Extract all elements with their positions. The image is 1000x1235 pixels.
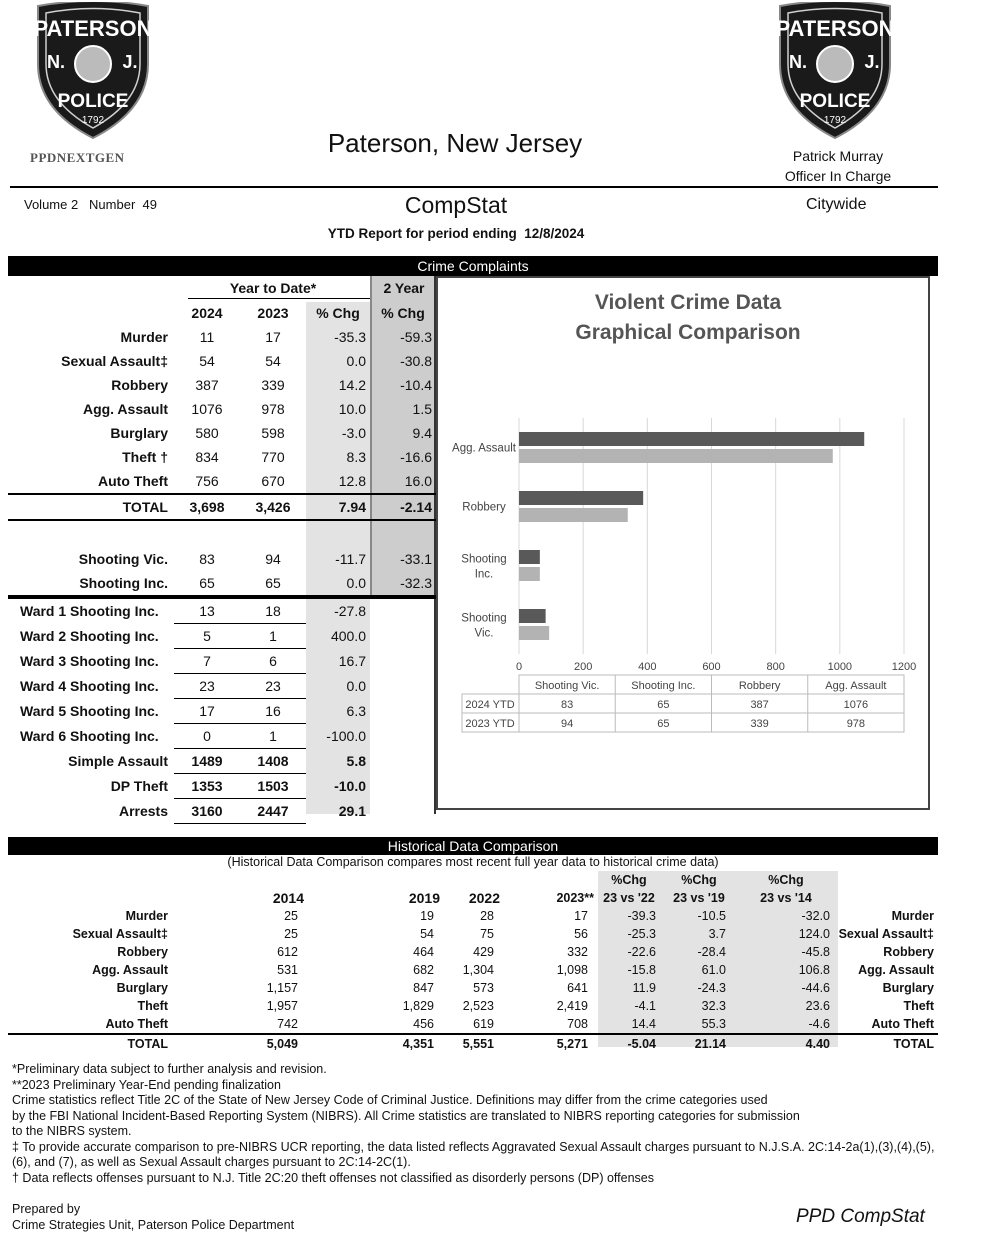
x-tick-label: 600 xyxy=(702,661,721,673)
historical-row xyxy=(8,997,938,1015)
value-pct-chg: 10.0 xyxy=(338,401,366,417)
col-23-vs-22: 23 vs '22 xyxy=(603,891,655,905)
historical-value-v2022: 429 xyxy=(473,945,494,959)
data-table-value: 94 xyxy=(561,718,574,730)
nextgen-logo: PPDNEXTGEN xyxy=(30,150,125,165)
value-2yr-pct-chg: -32.3 xyxy=(400,575,432,591)
historical-value-v2022: 28 xyxy=(480,909,494,923)
value-pct-chg: 14.2 xyxy=(338,377,366,393)
historical-pct-c14: -32.0 xyxy=(801,909,830,923)
value-2yr-pct-chg: -30.8 xyxy=(400,353,432,369)
value-2yr-pct-chg: -10.4 xyxy=(400,377,432,393)
footnote-2: **2023 Preliminary Year-End pending finalization xyxy=(12,1077,281,1092)
value-2024: 387 xyxy=(195,377,219,393)
value-2yr-pct-chg xyxy=(370,649,436,674)
historical-row-label-right: Burglary xyxy=(882,981,934,995)
value-2024: 1489 xyxy=(174,749,240,774)
row-label: DP Theft xyxy=(110,778,168,794)
historical-pct-c22: -15.8 xyxy=(627,963,656,977)
historical-value-v2022: 1,304 xyxy=(462,963,494,977)
ward-row xyxy=(8,799,436,824)
historical-total-row xyxy=(8,1034,938,1053)
historical-value-v2023: 17 xyxy=(574,909,588,923)
historical-pct-c22: 14.4 xyxy=(631,1017,656,1031)
value-2yr-pct-chg xyxy=(370,597,436,624)
historical-pct-c22: -25.3 xyxy=(627,927,656,941)
historical-pct-c22: -22.6 xyxy=(627,945,656,959)
historical-row-label: Sexual Assault‡ xyxy=(72,927,168,941)
svg-text:PATERSON: PATERSON xyxy=(776,16,894,41)
bar-2023-ytd xyxy=(519,567,540,581)
ward-row xyxy=(8,699,436,724)
historical-value-v2014: 25 xyxy=(284,927,298,941)
value-2yr-pct-chg: 1.5 xyxy=(412,401,432,417)
category-axis-label: Shooting Vic. xyxy=(461,612,507,640)
historical-value-v2022: 75 xyxy=(480,927,494,941)
value-pct-chg: -11.7 xyxy=(335,551,366,567)
value-pct-chg: 6.3 xyxy=(346,703,366,719)
footnote-3: Crime statistics reflect Title 2C of the State of New Jersey Code of Criminal Justice. Definitions may differ from the crime categories used xyxy=(12,1093,768,1107)
data-table-value: 387 xyxy=(750,699,769,711)
historical-pct-c14: -44.6 xyxy=(801,981,830,995)
city-title: Paterson, New Jersey xyxy=(327,128,583,158)
historical-value-v2023: 641 xyxy=(567,981,588,995)
row-label: Sexual Assault‡ xyxy=(61,353,168,369)
col-2022: 2022 xyxy=(468,890,500,906)
row-label: Robbery xyxy=(111,377,168,393)
value-2024: 83 xyxy=(199,551,215,567)
historical-value-v2019: 4,351 xyxy=(402,1037,434,1051)
historical-pct-c22: -5.04 xyxy=(627,1037,656,1051)
value-pct-chg: -27.8 xyxy=(334,603,366,620)
value-2yr-pct-chg: 9.4 xyxy=(412,425,432,441)
svg-text:1792: 1792 xyxy=(81,115,105,126)
historical-row-label: Burglary xyxy=(116,981,168,995)
row-label: Auto Theft xyxy=(98,473,168,489)
historical-table xyxy=(8,871,938,1053)
historical-pct-c14: 4.40 xyxy=(805,1037,830,1051)
value-pct-chg: 400.0 xyxy=(330,628,366,644)
row-label: Ward 4 Shooting Inc. xyxy=(20,678,159,694)
historical-value-v2014: 531 xyxy=(277,963,298,977)
value-2024: 65 xyxy=(199,575,215,591)
value-2023: 94 xyxy=(265,551,281,567)
historical-value-v2022: 5,551 xyxy=(462,1037,494,1051)
value-2024: 3,698 xyxy=(189,499,225,515)
value-pct-chg: 5.8 xyxy=(346,753,366,769)
value-2024: 5 xyxy=(174,624,240,649)
report-name: CompStat xyxy=(404,192,508,218)
value-2yr-pct-chg: -16.6 xyxy=(400,449,432,465)
historical-pct-c22: 11.9 xyxy=(632,981,656,995)
row-label: Ward 6 Shooting Inc. xyxy=(20,728,159,744)
data-table-value: 83 xyxy=(561,699,574,711)
svg-text:J.: J. xyxy=(122,52,138,72)
historical-value-v2019: 19 xyxy=(420,909,434,923)
value-pct-chg: -3.0 xyxy=(341,425,366,441)
data-table-value: 65 xyxy=(657,699,670,711)
value-2023: 6 xyxy=(240,649,306,674)
historical-pct-c14: 124.0 xyxy=(798,927,830,941)
historical-value-v2014: 25 xyxy=(284,909,298,923)
bar-2024-ytd xyxy=(519,491,643,505)
crime-row xyxy=(8,469,436,494)
ward-row xyxy=(8,649,436,674)
historical-row-label-right: Robbery xyxy=(883,945,934,959)
data-table-value: 339 xyxy=(750,718,769,730)
row-label: Agg. Assault xyxy=(82,401,168,417)
svg-text:N.: N. xyxy=(789,52,807,72)
data-table-value: 65 xyxy=(657,718,670,730)
value-pct-chg: 16.7 xyxy=(338,653,366,669)
row-label: Simple Assault xyxy=(68,753,168,769)
row-label: Theft † xyxy=(122,449,168,465)
historical-value-v2022: 2,523 xyxy=(462,999,494,1013)
value-2yr-pct-chg xyxy=(370,774,436,799)
col-2019: 2019 xyxy=(408,890,440,906)
ward-row xyxy=(8,624,436,649)
col-2024: 2024 xyxy=(191,305,223,321)
data-table-category: Agg. Assault xyxy=(825,680,887,692)
historical-row-label: Agg. Assault xyxy=(92,963,168,977)
historical-pct-c19: -28.4 xyxy=(697,945,726,959)
col-2yr-pct-chg: % Chg xyxy=(381,305,425,321)
footnote-1: *Preliminary data subject to further analysis and revision. xyxy=(12,1062,327,1076)
value-2023: 3,426 xyxy=(255,499,291,515)
row-label: Shooting Inc. xyxy=(79,575,168,591)
value-2024: 1076 xyxy=(191,401,223,417)
historical-value-v2019: 464 xyxy=(413,945,434,959)
value-2yr-pct-chg xyxy=(370,749,436,774)
value-pct-chg: 0.0 xyxy=(346,353,366,369)
historical-pct-c19: -10.5 xyxy=(697,909,726,923)
historical-header: Historical Data Comparison xyxy=(8,837,938,855)
footnote-4: by the FBI National Incident-Based Reporting System (NIBRS). All Crime statistics are translated to NIBRS reporting categories for submission xyxy=(12,1108,800,1123)
value-pct-chg: 7.94 xyxy=(338,499,366,515)
historical-row-label-right: Auto Theft xyxy=(871,1017,934,1031)
historical-value-v2014: 742 xyxy=(277,1017,298,1031)
value-2yr-pct-chg xyxy=(370,724,436,749)
value-pct-chg: -35.3 xyxy=(334,329,366,345)
ward-row xyxy=(8,597,436,624)
value-2023: 54 xyxy=(265,353,281,369)
historical-row xyxy=(8,979,938,997)
shooting-row xyxy=(8,547,436,571)
ward-row xyxy=(8,774,436,799)
column-header-row xyxy=(8,301,436,325)
historical-row xyxy=(8,907,938,925)
svg-text:1792: 1792 xyxy=(823,115,847,126)
value-2yr-pct-chg xyxy=(370,674,436,699)
row-label: Ward 3 Shooting Inc. xyxy=(20,653,159,669)
chart-title-line2: Graphical Comparison xyxy=(575,321,801,344)
historical-row xyxy=(8,1015,938,1034)
value-2023: 1 xyxy=(240,624,306,649)
row-label: Ward 5 Shooting Inc. xyxy=(20,703,159,719)
prepared-by: Prepared by xyxy=(12,1202,81,1216)
data-table-series-name: 2024 YTD xyxy=(465,699,515,711)
x-tick-label: 800 xyxy=(766,661,785,673)
value-pct-chg: 8.3 xyxy=(346,449,366,465)
report-period: YTD Report for period ending 12/8/2024 xyxy=(327,226,585,241)
bar-2024-ytd xyxy=(519,550,540,564)
x-tick-label: 0 xyxy=(515,661,523,673)
ward-row xyxy=(8,749,436,774)
svg-text:PATERSON: PATERSON xyxy=(34,16,152,41)
col-23-vs-19: 23 vs '19 xyxy=(673,891,725,905)
pct-label-22: %Chg xyxy=(611,873,647,887)
historical-pct-c22: -4.1 xyxy=(634,999,656,1013)
bar-2023-ytd xyxy=(519,626,549,640)
svg-text:POLICE: POLICE xyxy=(57,91,129,112)
row-label: Arrests xyxy=(118,803,168,819)
crime-row xyxy=(8,325,436,349)
value-2yr-pct-chg: -33.1 xyxy=(400,551,432,567)
historical-value-v2023: 708 xyxy=(567,1017,588,1031)
chart-title-line1: Violent Crime Data xyxy=(594,291,782,314)
historical-row xyxy=(8,925,938,943)
row-label: Murder xyxy=(120,329,168,345)
footnote-5: to the NIBRS system. xyxy=(12,1124,132,1138)
historical-row-label-right: Sexual Assault‡ xyxy=(838,927,934,941)
pct-label-19: %Chg xyxy=(681,873,717,887)
svg-text:J.: J. xyxy=(864,52,880,72)
x-tick-label: 400 xyxy=(638,661,657,673)
value-2024: 756 xyxy=(195,473,219,489)
historical-row-label: Auto Theft xyxy=(105,1017,168,1031)
value-2024: 834 xyxy=(195,449,219,465)
historical-value-v2023: 5,271 xyxy=(556,1037,588,1051)
prepared-unit: Crime Strategies Unit, Paterson Police Department xyxy=(12,1218,295,1232)
value-pct-chg: 0.0 xyxy=(346,678,366,694)
police-badge-left xyxy=(34,2,152,142)
value-2023: 23 xyxy=(240,674,306,699)
crime-row xyxy=(8,397,436,421)
category-axis-label: Agg. Assault xyxy=(452,442,516,455)
value-2024: 13 xyxy=(174,597,240,624)
historical-value-v2014: 5,049 xyxy=(266,1037,298,1051)
historical-row-label-right: Agg. Assault xyxy=(858,963,934,977)
data-table-category: Shooting Inc. xyxy=(631,680,696,692)
historical-row-label-right: Theft xyxy=(903,999,934,1013)
footnote-7: (6), and (7), as well as Sexual Assault charges pursuant to 2C:14-2C(1). xyxy=(12,1155,411,1169)
scope-label: Citywide xyxy=(806,196,867,213)
historical-pct-c14: 106.8 xyxy=(798,963,830,977)
value-pct-chg: 0.0 xyxy=(346,575,366,591)
crime-complaints-table xyxy=(8,301,436,824)
crime-row xyxy=(8,349,436,373)
svg-text:POLICE: POLICE xyxy=(799,91,871,112)
historical-value-v2023: 332 xyxy=(567,945,588,959)
crime-complaints-header: Crime Complaints xyxy=(8,256,938,276)
historical-value-v2014: 612 xyxy=(277,945,298,959)
value-2024: 1353 xyxy=(174,774,240,799)
category-axis-label: Robbery xyxy=(462,501,506,514)
ward-row xyxy=(8,674,436,699)
value-2023: 1503 xyxy=(240,774,306,799)
data-table-category: Shooting Vic. xyxy=(534,680,600,692)
col-2014: 2014 xyxy=(272,890,304,906)
historical-value-v2019: 456 xyxy=(413,1017,434,1031)
historical-value-v2014: 1,157 xyxy=(266,981,298,995)
historical-row xyxy=(8,943,938,961)
police-badge-right xyxy=(776,2,894,142)
footnote-6: ‡ To provide accurate comparison to pre-NIBRS UCR reporting, the data listed reflects Aggravated Sexual Assault charges pursuant to N.J.S.A. 2C:14-2a(1),(3),(4),(5), xyxy=(12,1139,935,1154)
row-label: Ward 1 Shooting Inc. xyxy=(20,603,159,620)
row-label: Ward 2 Shooting Inc. xyxy=(20,628,159,644)
historical-pct-c22: -39.3 xyxy=(627,909,656,923)
value-2yr-pct-chg: -2.14 xyxy=(400,499,432,515)
value-2023: 65 xyxy=(265,575,281,591)
historical-value-v2019: 54 xyxy=(420,927,434,941)
historical-value-v2019: 682 xyxy=(413,963,434,977)
x-tick-label: 1200 xyxy=(891,661,917,673)
value-2023: 16 xyxy=(240,699,306,724)
historical-value-v2014: 1,957 xyxy=(266,999,298,1013)
historical-pct-c19: 21.14 xyxy=(694,1037,726,1051)
value-2yr-pct-chg xyxy=(370,699,436,724)
crime-row xyxy=(8,373,436,397)
footnote-8: † Data reflects offenses pursuant to N.J. Title 2C:20 theft offenses not classified as disorderly persons (DP) offenses xyxy=(12,1170,654,1185)
data-table-value: 978 xyxy=(846,718,866,730)
data-table-series-name: 2023 YTD xyxy=(465,718,515,730)
historical-pct-c14: -45.8 xyxy=(801,945,830,959)
volume-number: Volume 2 Number 49 xyxy=(24,197,157,212)
value-pct-chg: -10.0 xyxy=(334,778,366,794)
historical-value-v2022: 573 xyxy=(473,981,494,995)
col-2023: 2023 xyxy=(257,305,289,321)
historical-row-label-right: Murder xyxy=(891,909,934,923)
historical-row-label-right: TOTAL xyxy=(893,1037,934,1051)
value-2yr-pct-chg xyxy=(370,799,436,824)
value-2023: 18 xyxy=(240,597,306,624)
value-pct-chg: 12.8 xyxy=(338,473,366,489)
two-year-header: 2 Year xyxy=(383,280,425,296)
value-2023: 770 xyxy=(261,449,285,465)
value-2yr-pct-chg xyxy=(370,624,436,649)
value-2yr-pct-chg: 16.0 xyxy=(404,473,432,489)
chart-panel xyxy=(436,276,930,810)
shooting-row xyxy=(8,571,436,597)
value-pct-chg: 29.1 xyxy=(338,803,366,819)
value-2023: 598 xyxy=(261,425,285,441)
header-rule xyxy=(10,186,938,188)
historical-value-v2022: 619 xyxy=(473,1017,494,1031)
historical-column-header-row xyxy=(8,889,938,907)
officer-name: Patrick Murray xyxy=(792,148,884,164)
value-2023: 339 xyxy=(261,377,285,393)
value-2024: 0 xyxy=(174,724,240,749)
historical-row xyxy=(8,961,938,979)
historical-row-label: TOTAL xyxy=(127,1037,168,1051)
bar-2023-ytd xyxy=(519,508,628,522)
value-2024: 17 xyxy=(174,699,240,724)
value-2024: 54 xyxy=(199,353,215,369)
ward-row xyxy=(8,724,436,749)
value-2yr-pct-chg: -59.3 xyxy=(400,329,432,345)
value-2023: 17 xyxy=(265,329,281,345)
historical-subtitle: (Historical Data Comparison compares most recent full year data to historical crime data) xyxy=(227,855,719,869)
historical-pct-c19: 3.7 xyxy=(708,927,726,941)
crime-row xyxy=(8,421,436,445)
historical-pct-c19: 61.0 xyxy=(701,963,726,977)
value-2023: 978 xyxy=(261,401,285,417)
bar-2024-ytd xyxy=(519,609,546,623)
x-tick-label: 1000 xyxy=(827,661,853,673)
value-2024: 7 xyxy=(174,649,240,674)
value-2024: 580 xyxy=(195,425,219,441)
historical-pct-c19: 55.3 xyxy=(701,1017,726,1031)
row-label: Shooting Vic. xyxy=(78,551,168,567)
value-2023: 1 xyxy=(240,724,306,749)
svg-text:N.: N. xyxy=(47,52,65,72)
historical-pct-c14: -4.6 xyxy=(808,1017,830,1031)
pct-label-14: %Chg xyxy=(768,873,804,887)
x-tick-label: 200 xyxy=(573,661,593,673)
violent-crime-chart xyxy=(438,278,928,808)
historical-pct-c19: 32.3 xyxy=(701,999,726,1013)
col-2023-prelim: 2023** xyxy=(556,891,594,905)
total-row xyxy=(8,494,436,520)
historical-value-v2023: 56 xyxy=(574,927,588,941)
footnotes xyxy=(12,1062,992,1186)
value-2023: 670 xyxy=(261,473,285,489)
data-table-value: 1076 xyxy=(843,699,869,711)
historical-row-label: Murder xyxy=(125,909,168,923)
value-2023: 2447 xyxy=(240,799,306,824)
crime-row xyxy=(8,445,436,469)
historical-row-label: Robbery xyxy=(117,945,168,959)
row-label: TOTAL xyxy=(122,499,168,515)
historical-value-v2019: 847 xyxy=(413,981,434,995)
historical-pct-c14: 23.6 xyxy=(805,999,830,1013)
historical-value-v2023: 1,098 xyxy=(556,963,588,977)
row-label: Burglary xyxy=(110,425,168,441)
bar-2024-ytd xyxy=(519,432,864,446)
value-pct-chg: -100.0 xyxy=(326,728,366,744)
ytd-header: Year to Date* xyxy=(229,280,317,296)
value-2023: 1408 xyxy=(240,749,306,774)
value-2024: 3160 xyxy=(174,799,240,824)
historical-value-v2023: 2,419 xyxy=(556,999,588,1013)
historical-row-label: Theft xyxy=(137,999,168,1013)
category-axis-label: Shooting Inc. xyxy=(461,553,507,581)
historical-pct-c19: -24.3 xyxy=(697,981,726,995)
historical-value-v2019: 1,829 xyxy=(402,999,434,1013)
bar-2023-ytd xyxy=(519,449,833,463)
data-table-category: Robbery xyxy=(738,680,781,692)
value-2024: 11 xyxy=(199,329,215,345)
officer-title: Officer In Charge xyxy=(784,168,892,184)
value-2024: 23 xyxy=(174,674,240,699)
col-23-vs-14: 23 vs '14 xyxy=(760,891,812,905)
col-pct-chg: % Chg xyxy=(316,305,360,321)
footer-brand: PPD CompStat xyxy=(796,1206,925,1227)
